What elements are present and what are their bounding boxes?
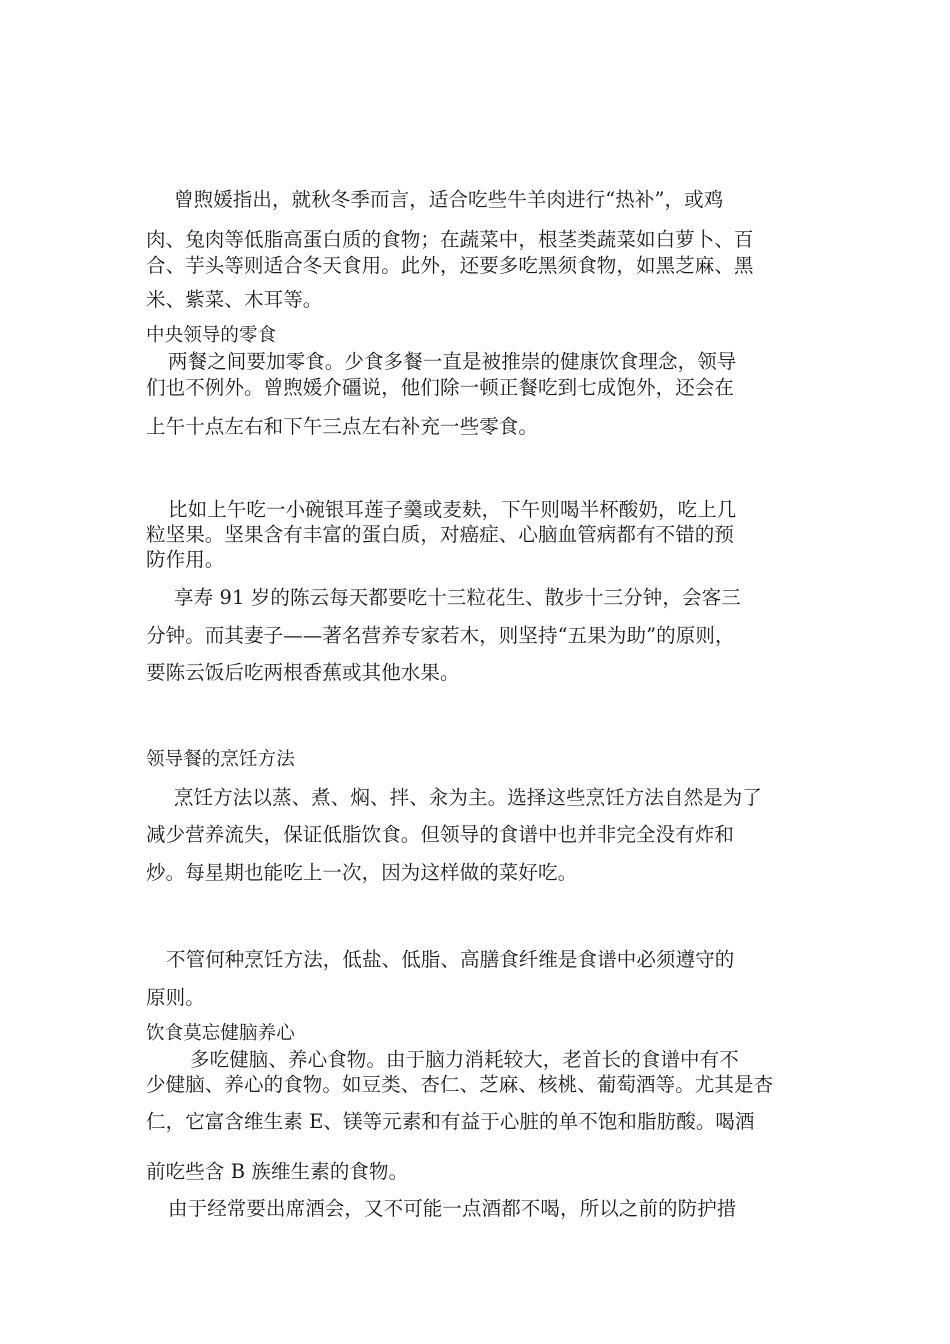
paragraph-line: 享寿 91 岁的陈云每天都要吃十三粒花生、散步十三分钟，会客三	[174, 586, 741, 609]
paragraph-line: 比如上午吃一小碗银耳莲子羹或麦麸，下午则喝半杯酸奶，吃上几	[168, 498, 737, 521]
paragraph-line: 原则。	[146, 986, 205, 1009]
paragraph-line: 由于经常要出席酒会，又不可能一点酒都不喝，所以之前的防护措	[168, 1197, 737, 1220]
paragraph-line: 仁，它富含维生素 E、镁等元素和有益于心脏的单不饱和脂肪酸。喝酒	[146, 1110, 755, 1133]
paragraph-line: 合、芋头等则适合冬天食用。此外，还要多吃黑须食物，如黑芝麻、黑	[146, 254, 754, 277]
paragraph-line: 肉、兔肉等低脂高蛋白质的食物；在蔬菜中，根茎类蔬菜如白萝卜、百	[146, 228, 754, 251]
paragraph-line: 防作用。	[146, 548, 225, 571]
section-heading: 领导餐的烹饪方法	[146, 749, 295, 770]
paragraph-line: 炒。每星期也能吃上一次，因为这样做的菜好吃。	[146, 861, 578, 884]
paragraph-line: 多吃健脑、养心食物。由于脑力消耗较大，老首长的食谱中有不	[190, 1048, 739, 1071]
paragraph-line: 烹饪方法以蒸、煮、焖、拌、汆为主。选择这些烹饪方法自然是为了	[174, 786, 763, 809]
paragraph-line: 前吃些含 B 族维生素的食物。	[146, 1160, 409, 1183]
section-heading: 饮食莫忘健脑养心	[146, 1023, 295, 1044]
paragraph-line: 们也不例外。曾煦媛介礓说，他们除一顿正餐吃到七成饱外，还会在	[146, 376, 735, 399]
paragraph-line: 少健脑、养心的食物。如豆类、杏仁、芝麻、核桃、葡萄酒等。尤其是杏	[146, 1073, 774, 1096]
paragraph-line: 两餐之间要加零食。少食多餐一直是被推崇的健康饮食理念，领导	[168, 350, 737, 373]
paragraph-line: 不管何种烹饪方法，低盐、低脂、高膳食纤维是食谱中必须遵守的	[166, 948, 735, 971]
paragraph-line: 米、紫菜、木耳等。	[146, 288, 323, 311]
section-heading: 中央领导的零食	[146, 325, 277, 346]
paragraph-line: 上午十点左右和下午三点左右补充一些零食。	[146, 415, 539, 438]
paragraph-line: 粒坚果。坚果含有丰富的蛋白质，对癌症、心脑血管病都有不错的预	[146, 523, 735, 546]
paragraph-line: 要陈云饭后吃两根香蕉或其他水果。	[146, 661, 460, 684]
paragraph-line: 减少营养流失，保证低脂饮食。但领导的食谱中也并非完全没有炸和	[146, 823, 735, 846]
paragraph-line: 曾煦媛指出，就秋冬季而言，适合吃些牛羊肉进行“热补”，或鸡	[174, 188, 724, 211]
paragraph-line: 分钟。而其妻子——著名营养专家若木，则坚持“五果为助”的原则，	[146, 624, 735, 647]
